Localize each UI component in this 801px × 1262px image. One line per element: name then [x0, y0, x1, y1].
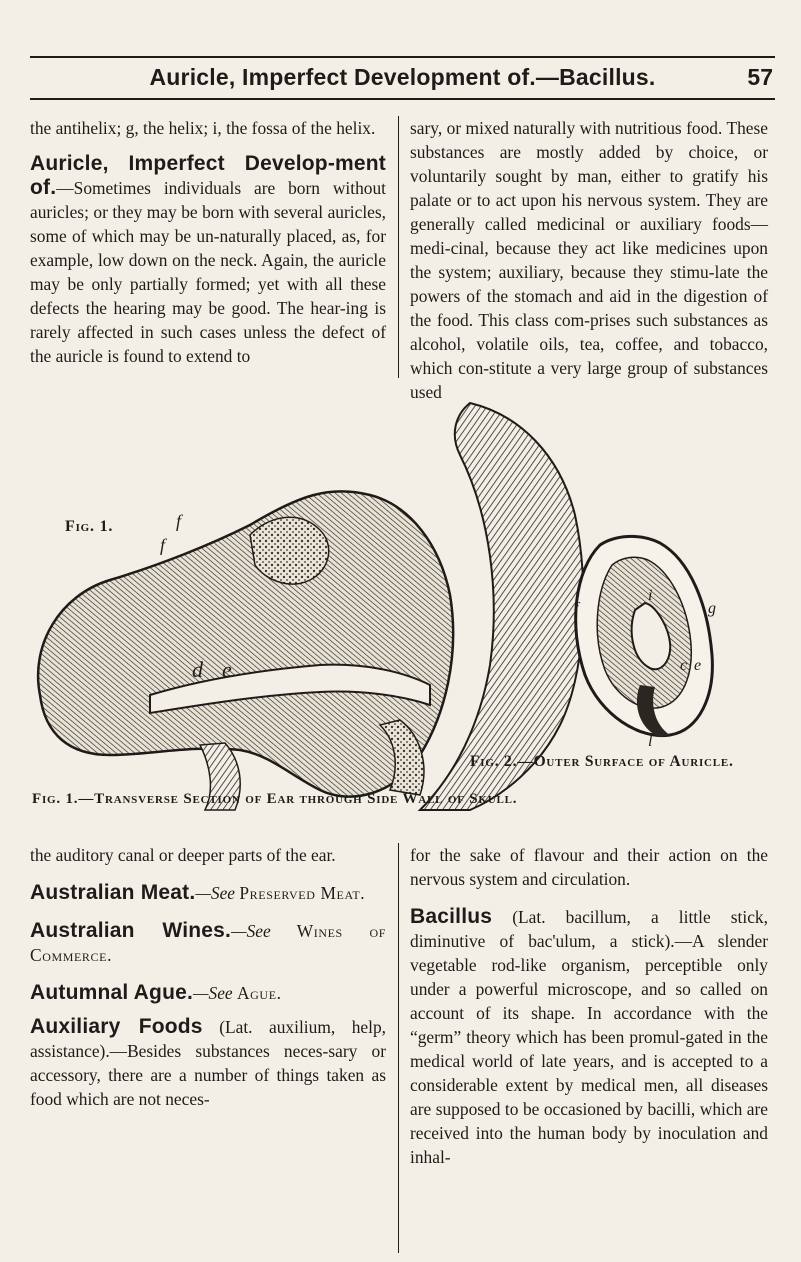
fig2-letter-c: c: [680, 657, 688, 674]
see-label: —See: [195, 883, 236, 903]
running-header: [30, 62, 775, 100]
cross-reference: Preserved Meat.: [239, 883, 366, 903]
entry-bacillus: [410, 905, 768, 1169]
page-title: Auricle, Imperfect Development of.—Bacillus.: [149, 64, 656, 90]
ear-section-drawing: [0, 395, 801, 815]
fig1-letter-d: d: [192, 657, 203, 682]
headword: Bacillus: [410, 905, 493, 928]
fig2-caption: Fig. 2.—Outer Surface of Auricle.: [470, 753, 734, 770]
entry-autumnal-ague: [30, 981, 386, 1005]
fig1-caption: Fig. 1.—Transverse Section of Ear through Side Wall of Skull.: [32, 791, 518, 807]
entry-australian-wines: [30, 919, 386, 967]
fig2-letter-e: e: [694, 657, 702, 674]
top-left-column: [30, 116, 386, 368]
entry-australian-meat: [30, 881, 386, 905]
fig1-letter-f2: f: [160, 535, 166, 555]
continuation-text: sary, or mixed naturally with nutritious food. These substances are mostly added by choice, or voluntarily sought by man, either to gratify his palate or to act upon his nervous system. They are generally called medicinal or auxiliary foods—medi-cinal, because they act like medicines upon the system; auxiliary, because they stimu-late the powers of the stomach and aid in the digestion of the food. This class com-prises such substances as alcohol, volatile oils, tea, coffee, and tobacco, which con-stitute a very large group of substances used: [410, 118, 768, 402]
entry-text: —Sometimes individuals are born without auricles; or they may be born with several auricles, some of which may be un-naturally placed, as, for example, low down on the neck. Again, the auricle may be only partially formed; yet with all these defects the hearing may be good. The hear-ing is rarely affected in such cases unless the defect of the auricle is found to extend to: [30, 178, 386, 366]
ear-illustration: [0, 395, 801, 815]
see-label: —See: [193, 983, 233, 1003]
see-label: —See: [231, 921, 271, 941]
column-divider: [398, 116, 399, 378]
fig1-letter-f: f: [176, 511, 182, 531]
entry-text: (Lat. auxilium, help, assistance).—Besides substances neces-sary or accessory, there are a number of things taken as food which are not neces-: [30, 1017, 386, 1109]
headword: Auxiliary Foods: [30, 1015, 203, 1038]
entry-auxiliary-foods: [30, 1015, 386, 1111]
page-number: 57: [747, 64, 773, 90]
headword: Australian Wines.: [30, 919, 232, 942]
entry-auricle: [30, 152, 386, 368]
entry-text: (Lat. bacillum, a little stick, diminutive of bac'ulum, a stick).—A slender vegetable rod-like organism, perceptible only under a powerful microscope, and so called on account of its shape. In accordance with the “germ” theory which has been promul-gated in the medical world of late years, and is accepted to a considerable extent by medical men, all diseases are supposed to be occasioned by bacilli, which are received into the human body by inoculation and inhal-: [410, 907, 768, 1167]
continuation-text: for the sake of flavour and their action on the nervous system and circulation.: [410, 845, 768, 889]
column-divider: [398, 843, 399, 1253]
header-top-rule: [30, 56, 775, 58]
headword: Auricle, Imperfect Develop-ment of.: [30, 152, 386, 199]
fig2-letter-f: f: [574, 600, 579, 617]
fig1-label: Fig. 1.: [65, 518, 114, 535]
bottom-right-column: [410, 843, 768, 1169]
continuation-text: the auditory canal or deeper parts of the ear.: [30, 845, 336, 865]
fig2-letter-l: l: [648, 733, 653, 750]
headword: Australian Meat.: [30, 881, 196, 904]
headword: Autumnal Ague.: [30, 981, 194, 1004]
continuation-text: the antihelix; g, the helix; i, the fossa of the helix.: [30, 118, 376, 138]
fig2-letter-g: g: [708, 600, 716, 617]
top-right-column: [410, 116, 768, 404]
cross-reference: Wines of Commerce.: [30, 921, 386, 965]
fig1-letter-e: e: [222, 657, 232, 682]
bottom-left-column: [30, 843, 386, 1111]
fig2-letter-i: i: [648, 587, 653, 604]
cross-reference: Ague.: [237, 983, 282, 1003]
